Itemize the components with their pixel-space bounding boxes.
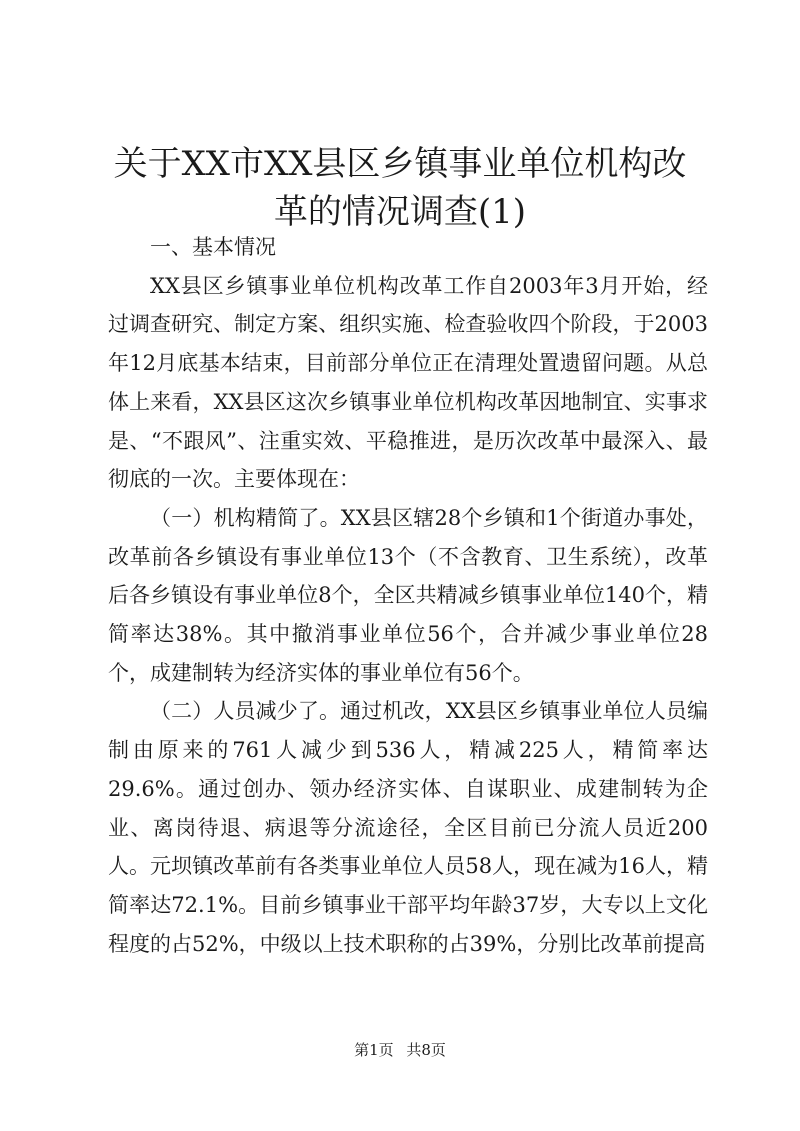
section-heading: 一、基本情况 (150, 235, 276, 259)
paragraph: XX县区乡镇事业单位机构改革工作自2003年3月开始，经过调查研究、制定方案、组织实施、检查验收四个阶段，于2003年12月底基本结束，目前部分单位正在清理处置遗留问题。从总体上来看，XX县区这次乡镇事业单位机构改革因地制宜、实事求是、“不跟风”、注重实效、平稳推进，是历次改革中最深入、最彻底的一次。主要体现在： (108, 273, 708, 492)
document-title: 关于XX市XX县区乡镇事业单位机构改革的情况调查(1) (113, 144, 687, 232)
page-number: 第1页 (354, 1041, 394, 1059)
paragraph: （一）机构精简了。XX县区辖28个乡镇和1个街道办事处，改革前各乡镇设有事业单位13个（不含教育、卫生系统），改革后各乡镇设有事业单位8个，全区共精减乡镇事业单位140个，精简率达38%。其中撤消事业单位56个，合并减少事业单位28个，成建制转为经济实体的事业单位有56个。 (108, 505, 708, 685)
page-total: 共8页 (406, 1041, 446, 1059)
document-body (108, 228, 708, 963)
paragraph: （二）人员减少了。通过机改，XX县区乡镇事业单位人员编制由原来的761人减少到536人，精减225人，精简率达29.6%。通过创办、领办经济实体、自谋职业、成建制转为企业、离岗待退、病退等分流途径，全区目前已分流人员近200人。元坝镇改革前有各类事业单位人员58人，现在减为16人，精简率达72.1%。目前乡镇事业干部平均年龄37岁，大专以上文化程度的占52%，中级以上技术职称的占39%，分别比改革前提高 (108, 699, 708, 956)
page-footer (0, 1040, 800, 1060)
